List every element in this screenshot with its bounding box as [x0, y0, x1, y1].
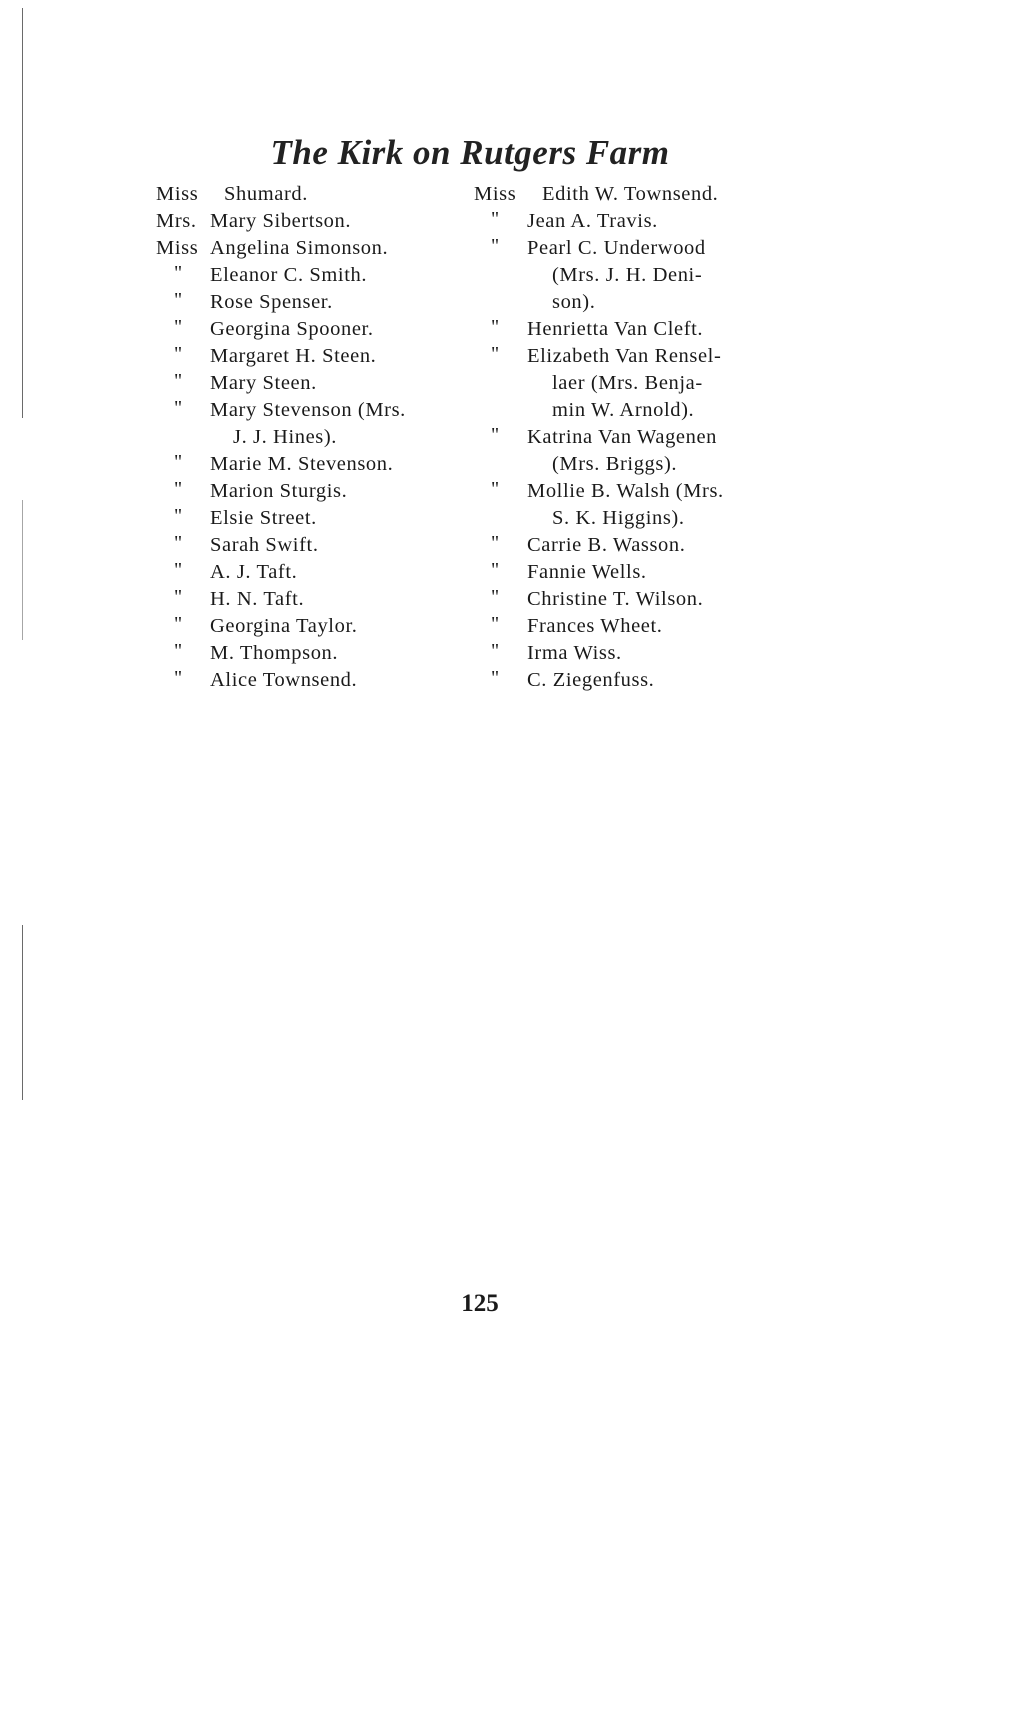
scan-edge-line-bottom — [22, 925, 23, 1100]
list-item-continuation — [156, 424, 476, 451]
member-name: Angelina Simonson. — [210, 237, 389, 259]
list-item — [156, 478, 476, 505]
ditto-mark: " — [491, 478, 500, 500]
page-title: The Kirk on Rutgers Farm — [270, 133, 670, 173]
member-name: Mary Steen. — [210, 372, 317, 394]
list-item — [474, 640, 804, 667]
list-item-continuation — [474, 289, 804, 316]
member-name-continuation: min W. Arnold). — [552, 399, 695, 421]
ditto-mark: " — [491, 316, 500, 338]
list-item — [156, 613, 476, 640]
member-name: Georgina Taylor. — [210, 615, 358, 637]
list-item — [474, 559, 804, 586]
list-item — [156, 667, 476, 694]
ditto-mark: " — [174, 343, 183, 365]
ditto-mark: " — [174, 316, 183, 338]
ditto-mark: " — [491, 667, 500, 689]
list-item-continuation — [474, 451, 804, 478]
member-name-continuation: (Mrs. J. H. Deni- — [552, 264, 703, 286]
ditto-mark: " — [174, 667, 183, 689]
ditto-mark: " — [491, 613, 500, 635]
member-name: Jean A. Travis. — [527, 210, 658, 232]
honorific: Miss — [474, 183, 517, 205]
ditto-mark: " — [174, 451, 183, 473]
list-item — [474, 478, 804, 505]
ditto-mark: " — [174, 640, 183, 662]
list-item — [156, 316, 476, 343]
honorific: Miss — [156, 237, 199, 259]
list-item-continuation — [474, 262, 804, 289]
member-name: Christine T. Wilson. — [527, 588, 704, 610]
member-name: Alice Townsend. — [210, 669, 358, 691]
list-item-continuation — [474, 397, 804, 424]
list-item — [474, 208, 804, 235]
list-item — [474, 667, 804, 694]
member-name: Eleanor C. Smith. — [210, 264, 368, 286]
list-item — [156, 451, 476, 478]
list-item-continuation — [474, 370, 804, 397]
list-item — [474, 343, 804, 370]
honorific: Miss — [156, 183, 199, 205]
ditto-mark: " — [174, 586, 183, 608]
list-item — [474, 532, 804, 559]
list-item — [156, 235, 476, 262]
member-name-continuation: J. J. Hines). — [233, 426, 338, 448]
member-name: Margaret H. Steen. — [210, 345, 377, 367]
ditto-mark: " — [174, 505, 183, 527]
list-item — [474, 613, 804, 640]
member-name: H. N. Taft. — [210, 588, 305, 610]
ditto-mark: " — [174, 613, 183, 635]
list-item — [156, 289, 476, 316]
member-name: Mollie B. Walsh (Mrs. — [527, 480, 724, 502]
member-name: Fannie Wells. — [527, 561, 647, 583]
list-item — [156, 532, 476, 559]
list-item — [474, 235, 804, 262]
member-name: Marion Sturgis. — [210, 480, 348, 502]
member-name: Carrie B. Wasson. — [527, 534, 686, 556]
ditto-mark: " — [491, 559, 500, 581]
ditto-mark: " — [491, 424, 500, 446]
member-name: Frances Wheet. — [527, 615, 663, 637]
member-name-continuation: S. K. Higgins). — [552, 507, 685, 529]
member-name: Pearl C. Underwood — [527, 237, 706, 259]
member-name: Elizabeth Van Rensel- — [527, 345, 722, 367]
member-name-continuation: (Mrs. Briggs). — [552, 453, 678, 475]
list-item — [474, 424, 804, 451]
member-name: Mary Sibertson. — [210, 210, 352, 232]
member-name: C. Ziegenfuss. — [527, 669, 655, 691]
member-name: A. J. Taft. — [210, 561, 298, 583]
list-item — [474, 181, 804, 208]
ditto-mark: " — [174, 532, 183, 554]
member-name: Edith W. Townsend. — [542, 183, 719, 205]
list-item-continuation — [474, 505, 804, 532]
list-item — [156, 208, 476, 235]
member-name: Mary Stevenson (Mrs. — [210, 399, 406, 421]
ditto-mark: " — [174, 478, 183, 500]
list-item — [156, 343, 476, 370]
member-name: Katrina Van Wagenen — [527, 426, 718, 448]
member-name: Shumard. — [224, 183, 308, 205]
ditto-mark: " — [174, 289, 183, 311]
page-number: 125 — [461, 1290, 499, 1317]
member-name: Georgina Spooner. — [210, 318, 374, 340]
ditto-mark: " — [174, 397, 183, 419]
member-name: Marie M. Stevenson. — [210, 453, 394, 475]
ditto-mark: " — [174, 559, 183, 581]
list-item — [156, 505, 476, 532]
list-item — [156, 586, 476, 613]
ditto-mark: " — [491, 208, 500, 230]
list-item — [474, 586, 804, 613]
name-list-left — [156, 181, 476, 694]
member-name: Irma Wiss. — [527, 642, 622, 664]
member-name: Sarah Swift. — [210, 534, 319, 556]
list-item — [156, 181, 476, 208]
member-name: M. Thompson. — [210, 642, 339, 664]
member-name-continuation: son). — [552, 291, 596, 313]
scan-edge-line-top — [22, 8, 23, 418]
ditto-mark: " — [174, 370, 183, 392]
ditto-mark: " — [174, 262, 183, 284]
member-name: Rose Spenser. — [210, 291, 333, 313]
name-list-right — [474, 181, 804, 694]
ditto-mark: " — [491, 343, 500, 365]
member-name-continuation: laer (Mrs. Benja- — [552, 372, 703, 394]
list-item — [156, 397, 476, 424]
list-item — [474, 316, 804, 343]
ditto-mark: " — [491, 640, 500, 662]
ditto-mark: " — [491, 235, 500, 257]
ditto-mark: " — [491, 532, 500, 554]
honorific: Mrs. — [156, 210, 197, 232]
list-item — [156, 370, 476, 397]
list-item — [156, 559, 476, 586]
list-item — [156, 262, 476, 289]
list-item — [156, 640, 476, 667]
scan-edge-line-middle — [22, 500, 23, 640]
member-name: Henrietta Van Cleft. — [527, 318, 704, 340]
ditto-mark: " — [491, 586, 500, 608]
member-name: Elsie Street. — [210, 507, 317, 529]
